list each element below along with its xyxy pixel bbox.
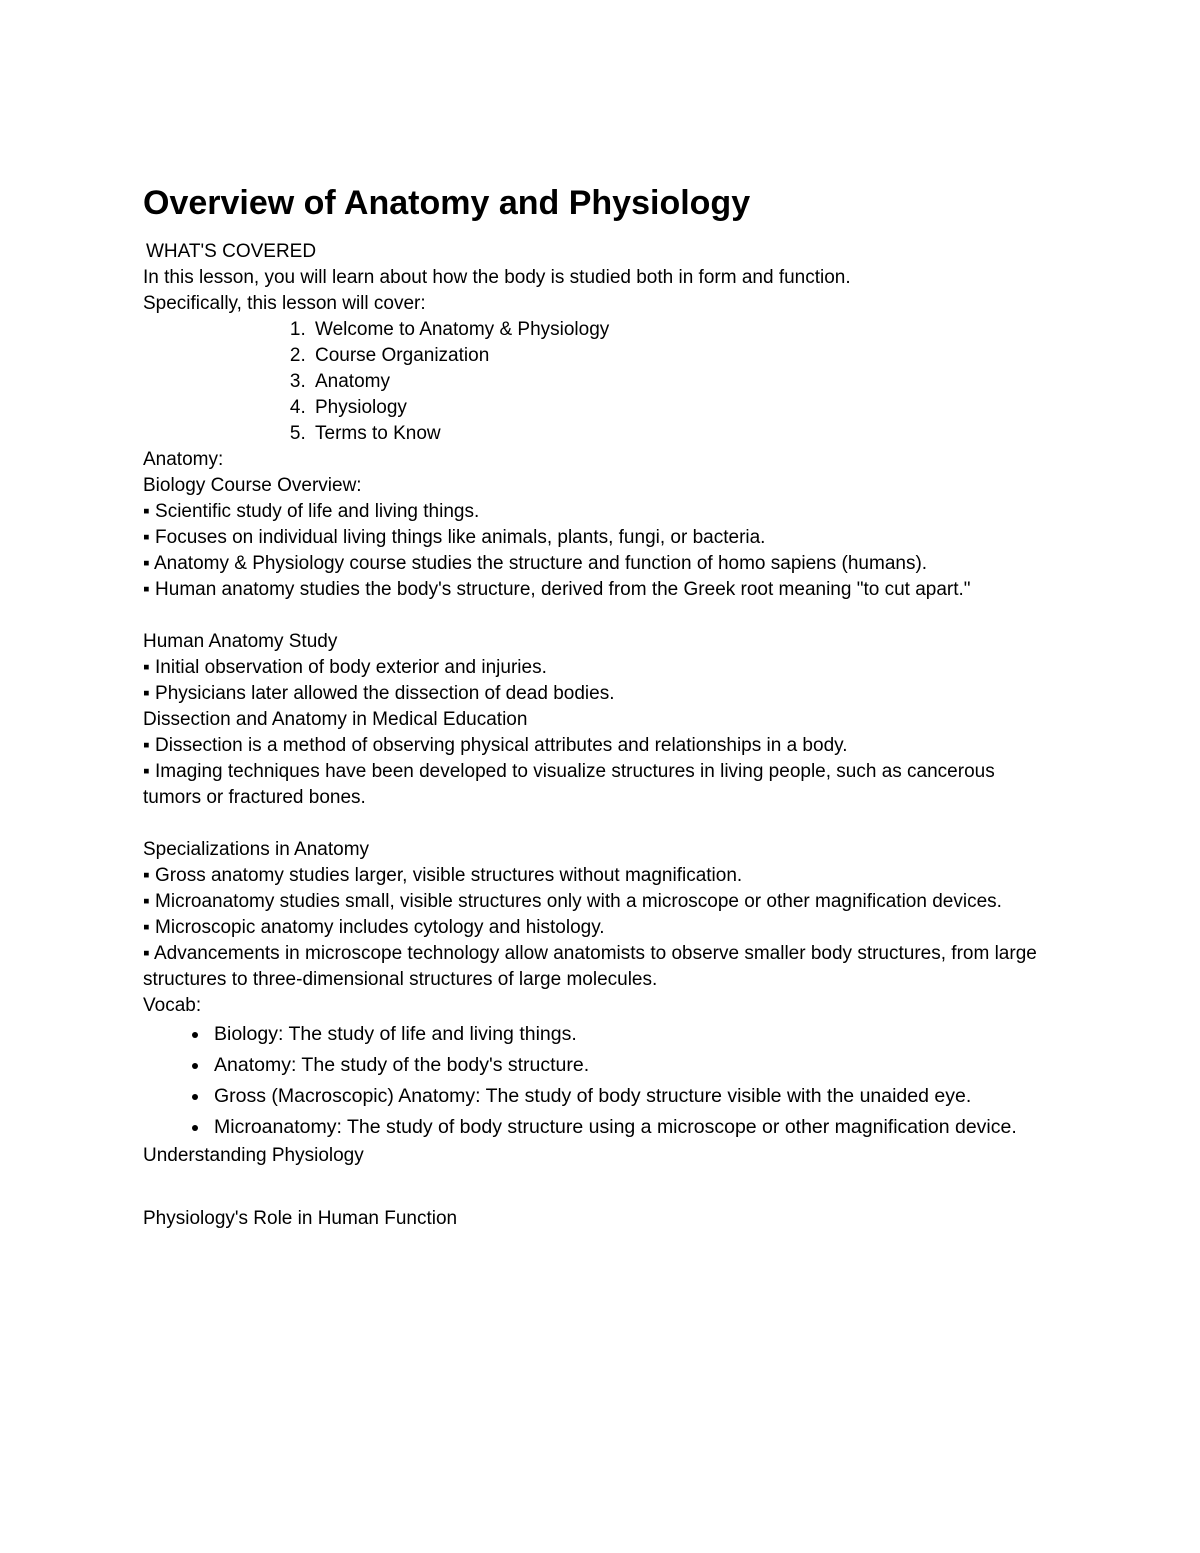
- bullet-text: Advancements in microscope technology allow anatomists to observe smaller body structures, from large structures to three-dimensional structures of large molecules.: [143, 943, 1037, 990]
- whats-covered-heading: WHAT'S COVERED: [146, 241, 317, 262]
- anatomy-label: Anatomy:: [143, 449, 224, 470]
- lesson-contents-list: [143, 317, 1058, 447]
- human-anatomy-heading: Human Anatomy Study: [143, 631, 338, 652]
- square-bullet-icon: ▪: [143, 553, 150, 574]
- bullet-line: [143, 577, 1058, 603]
- square-bullet-icon: ▪: [143, 865, 150, 886]
- bullet-text: Human anatomy studies the body's structure, derived from the Greek root meaning "to cut apart.": [155, 579, 971, 600]
- specializations-heading: Specializations in Anatomy: [143, 839, 370, 860]
- bullet-text: Physicians later allowed the dissection of dead bodies.: [155, 683, 615, 704]
- intro-paragraph: In this lesson, you will learn about how the body is studied both in form and function.: [143, 267, 851, 288]
- bullet-line: [143, 733, 1058, 759]
- understanding-physiology-heading: Understanding Physiology: [143, 1145, 364, 1166]
- toc-item: 3. Anatomy: [311, 369, 1058, 395]
- square-bullet-icon: ▪: [143, 579, 150, 600]
- square-bullet-icon: ▪: [143, 761, 150, 782]
- bullet-text: Anatomy & Physiology course studies the structure and function of homo sapiens (humans).: [153, 553, 928, 574]
- bullet-line: [143, 551, 1058, 577]
- toc-item: 1. Welcome to Anatomy & Physiology: [311, 317, 1058, 343]
- bullet-line: [143, 759, 1058, 811]
- page-title: Overview of Anatomy and Physiology: [143, 184, 751, 222]
- bullet-text: Focuses on individual living things like animals, plants, fungi, or bacteria.: [155, 527, 766, 548]
- dissection-heading: Dissection and Anatomy in Medical Education: [143, 709, 528, 730]
- bullet-text: Dissection is a method of observing physical attributes and relationships in a body.: [155, 735, 848, 756]
- square-bullet-icon: ▪: [143, 943, 150, 964]
- bullet-line: [143, 655, 1058, 681]
- bullet-text: Microscopic anatomy includes cytology and histology.: [155, 917, 605, 938]
- bullet-text: Gross anatomy studies larger, visible structures without magnification.: [155, 865, 743, 886]
- square-bullet-icon: ▪: [143, 917, 150, 938]
- square-bullet-icon: ▪: [143, 527, 150, 548]
- bullet-line: [143, 915, 1058, 941]
- vocab-list: [143, 1019, 1058, 1143]
- bullet-line: [143, 941, 1058, 993]
- vocab-item: • Microanatomy: The study of body structure using a microscope or other magnification device.: [210, 1112, 1058, 1143]
- square-bullet-icon: ▪: [143, 657, 150, 678]
- bullet-line: [143, 499, 1058, 525]
- vocab-item: • Biology: The study of life and living things.: [210, 1019, 1058, 1050]
- bullet-text: Imaging techniques have been developed to visualize structures in living people, such as cancerous tumors or fractured bones.: [143, 761, 995, 808]
- blank-line: [143, 1169, 1058, 1206]
- toc-item: 2. Course Organization: [311, 343, 1058, 369]
- bullet-line: [143, 863, 1058, 889]
- square-bullet-icon: ▪: [143, 891, 150, 912]
- bullet-line: [143, 681, 1058, 707]
- bullet-text: Scientific study of life and living things.: [155, 501, 480, 522]
- vocab-label: Vocab:: [143, 995, 202, 1016]
- bullet-text: Microanatomy studies small, visible structures only with a microscope or other magnification devices.: [155, 891, 1002, 912]
- bullet-line: [143, 525, 1058, 551]
- blank-line: [143, 811, 1058, 837]
- toc-item: 5. Terms to Know: [311, 421, 1058, 447]
- bullet-text: Initial observation of body exterior and injuries.: [155, 657, 547, 678]
- square-bullet-icon: ▪: [143, 501, 150, 522]
- bullet-line: [143, 889, 1058, 915]
- vocab-item: • Gross (Macroscopic) Anatomy: The study of body structure visible with the unaided eye.: [210, 1081, 1058, 1112]
- toc-item: 4. Physiology: [311, 395, 1058, 421]
- square-bullet-icon: ▪: [143, 735, 150, 756]
- bio-overview-heading: Biology Course Overview:: [143, 475, 362, 496]
- vocab-item: • Anatomy: The study of the body's structure.: [210, 1050, 1058, 1081]
- square-bullet-icon: ▪: [143, 683, 150, 704]
- cover-lead-paragraph: Specifically, this lesson will cover:: [143, 293, 426, 314]
- physiology-role-heading: Physiology's Role in Human Function: [143, 1208, 458, 1229]
- blank-line: [143, 603, 1058, 629]
